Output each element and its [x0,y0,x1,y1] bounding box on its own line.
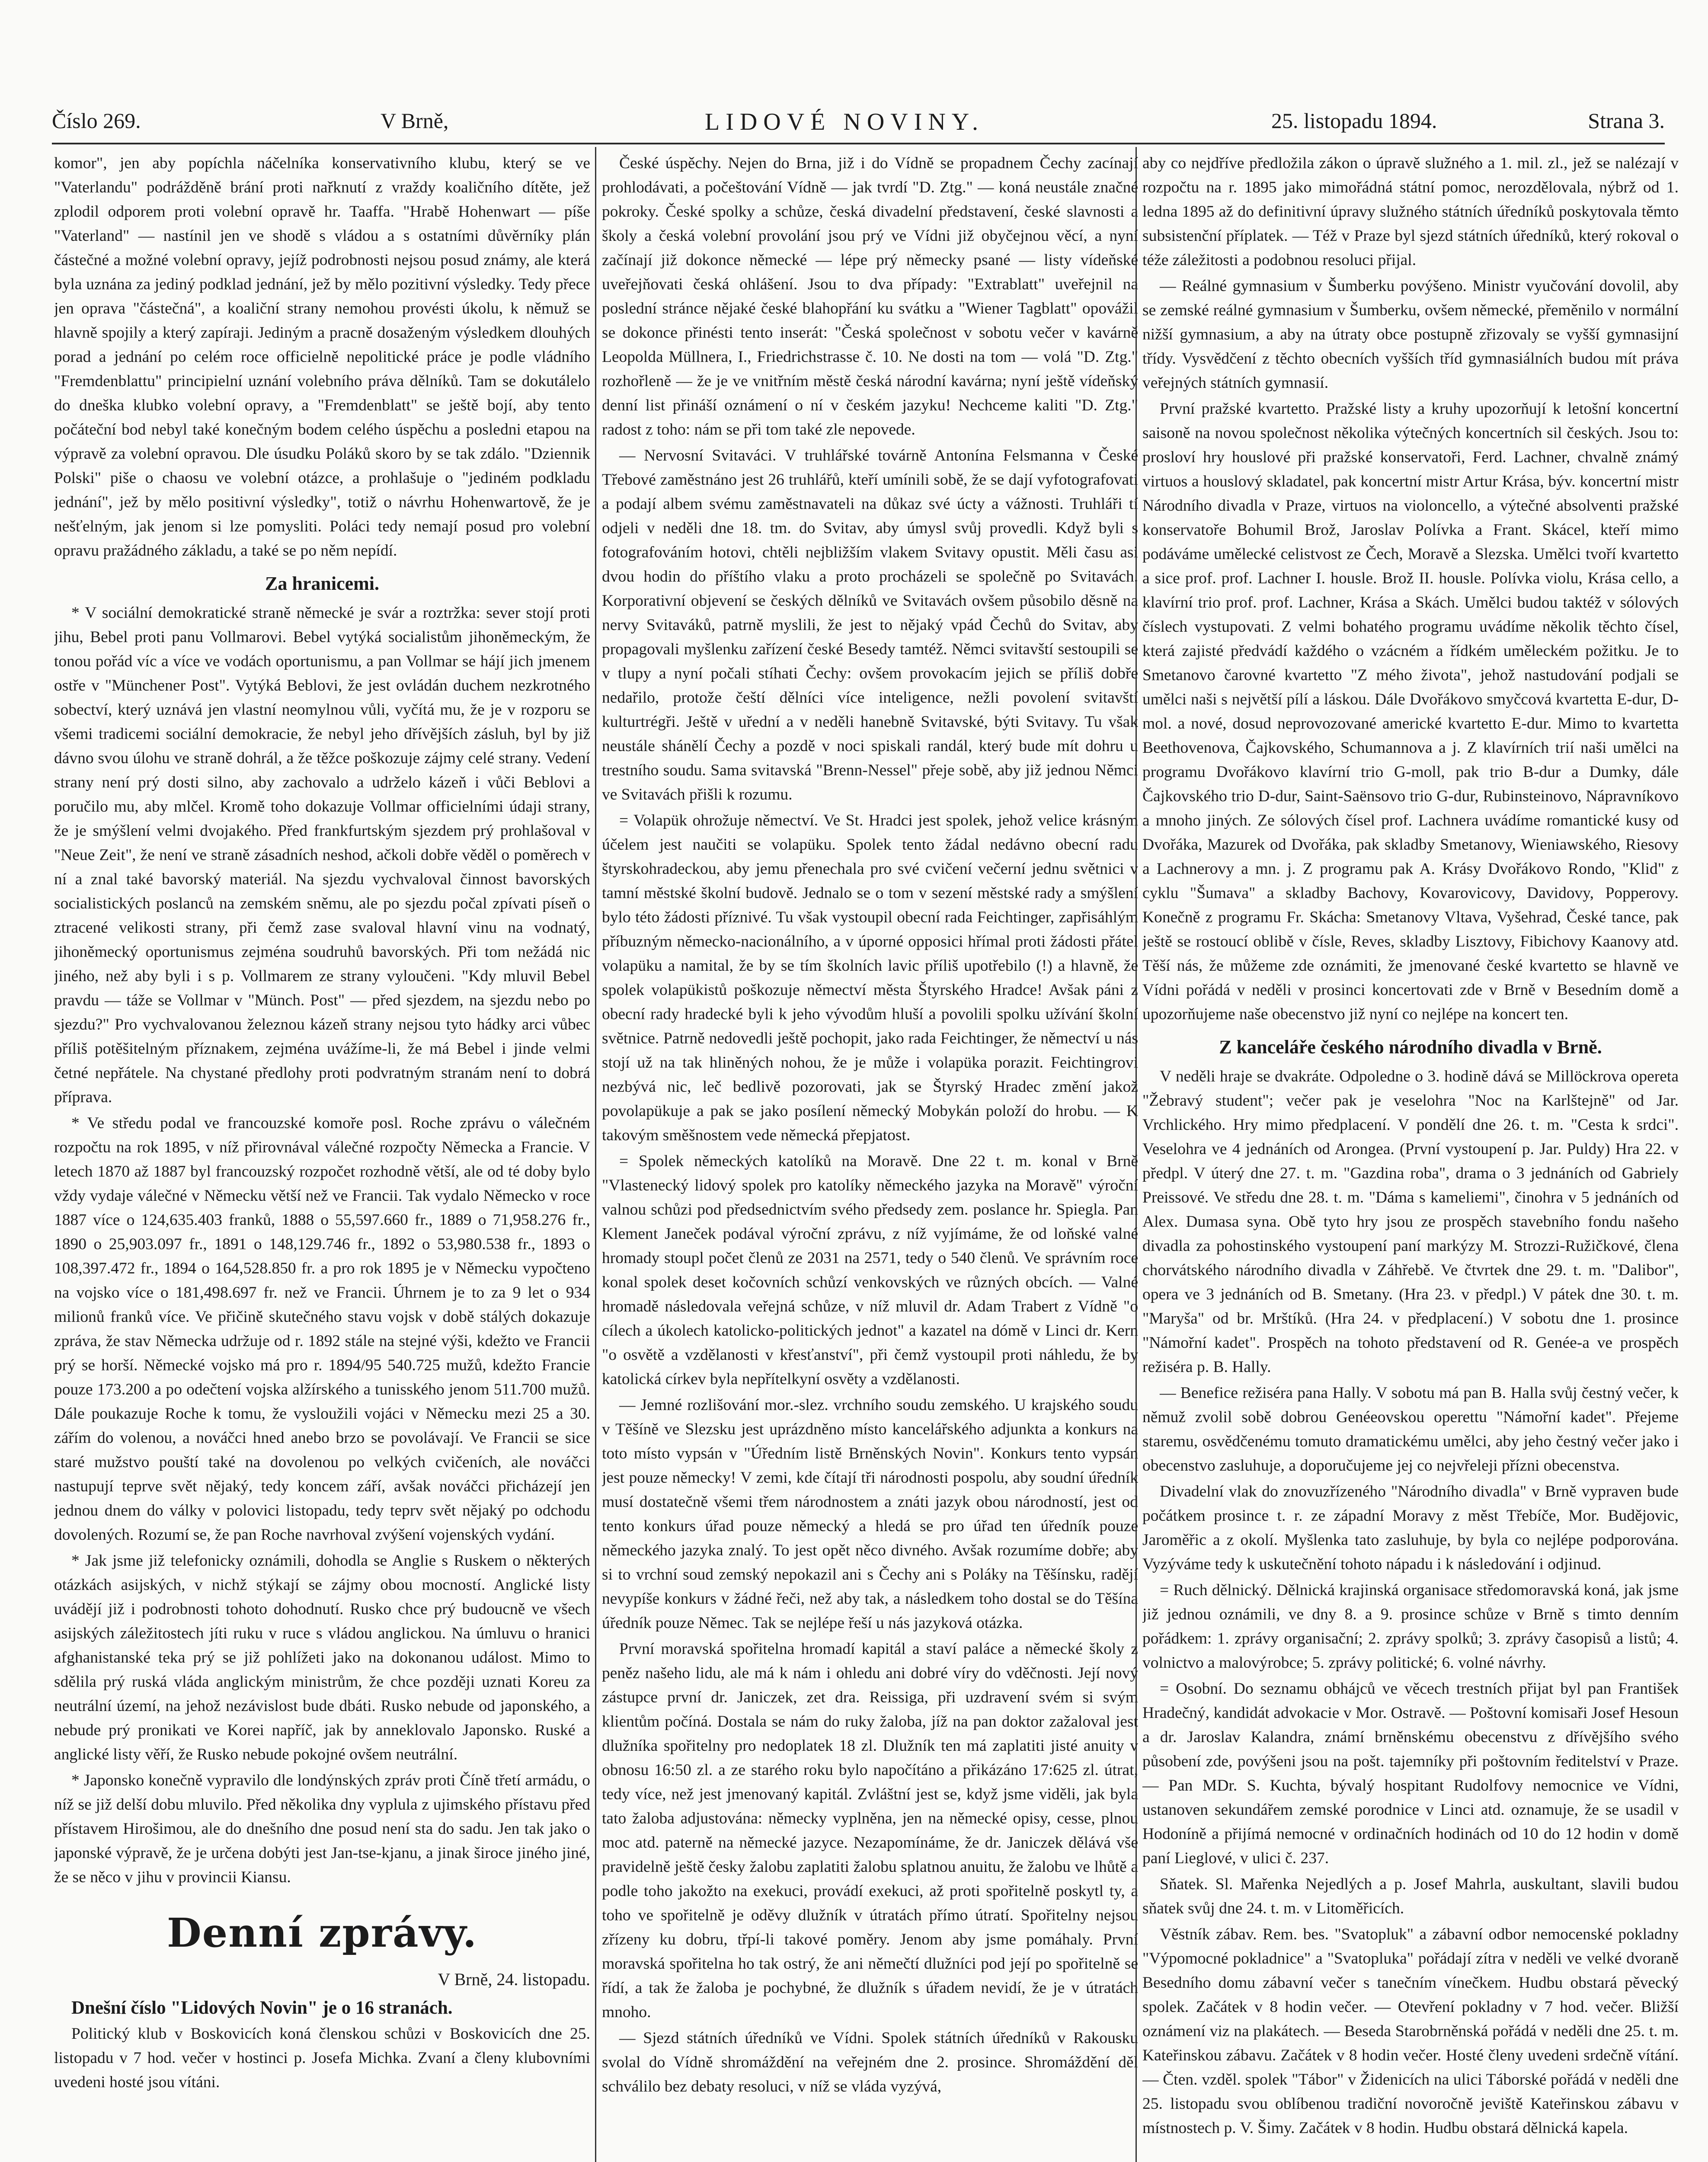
column-2 [602,151,1138,2162]
masthead-rule [52,143,1665,144]
place: V Brně, [381,109,449,133]
article-political-club: Politický klub v Boskovicích koná členskou schůzi v Boskovicích dne 25. listopadu v 7 hod. večer v hostinci p. Josefa Michka. Zvaní a členy klubovními uvedeni hosté jsou vítáni. [54,2025,590,2091]
column-3 [1142,151,1679,2162]
section-heading-theatre: Z kanceláře českého národního divadla v Brně. [1219,1036,1602,1058]
daily-dateline: V Brně, 24. listopadu. [438,1970,590,1989]
article-high-court: — Jemné rozlišování mor.-slez. vrchního soudu zemského. U krajského soudu v Těšíně ve Slezsku jest uprázdněno místo kancelářského adjunkta a konkurs na toto místo vypsán v "Úředním listě Brněnských Novin". Konkurs tento vypsán jest pouze německy! V zemi, kde čítají tři národnosti pospolu, aby soudní úředník musí dostatečně všemi třem národnostem a znáti jazyk obou národností, jest od tento konkurs úřad pouze německý a hledá se pro úřad ten úředník pouze německého jazyka znalý. To jest opět něco divného. Avšak rozumíme dobře; aby si to vrchní soud zemský nepokazil ani s Čechy ani s Poláky na Těšínsku, radějí nevypíše konkurs v žádné řeči, než aby tak, a následkem toho dostal se do Těšína úředník pouze Němec. Tak se nejlépe řeší u nás jazyková otázka. [602,1396,1138,1632]
issue-pages-notice: Dnešní číslo "Lidových Novin" je o 16 stranách. [71,1998,453,2018]
issue-date: 25. listopadu 1894. [1271,109,1437,133]
article-theatre-program: V neděli hraje se dvakráte. Odpoledne o 3. hodině dává se Millöckrova opereta "Žebravý student"; večer pak je veselohra "Noc na Karlštejně" od Jar. Vrchlického. Hry mimo předplacení. V pondělí dne 26. t. m. "Cesta k srdci". Veselohra ve 4 jednáních od Arongea. (První vystoupení p. Jar. Puldy) Hra 22. v předpl. V úterý dne 27. t. m. "Gazdina roba", drama o 3 jednáních od Gabriely Preissové. Ve středu dne 28. t. m. "Dáma s kameliemi", činohra v 5 jednáních od Alex. Dumasa syna. Obě tyto hry jsou ze prospěch stavebního fondu našeho divadla za pohostinského vystoupení paní markýzy M. Strozzi-Ružičkové, člena chorvátského národního divadla v Záhřebě. Ve čtvrtek dne 29. t. m. "Dalibor", opera ve 3 jednáních od B. Smetany. (Hra 23. v předpl.) V pátek dne 30. t. m. "Maryša" od br. Mrštíků. (Hra 24. v předplacení.) V sobotu dne 1. prosince "Námořní kadet". Prospěch na tohoto představení od R. Genée-a ve prospěch režiséra p. B. Hally. [1142,1068,1679,1376]
article-officials-cont: aby co nejdříve předložila zákon o úpravě služného a 1. mil. zl., jež se nalézají v rozpočtu na r. 1895 jako mimořádná státní pomoc, nerozdělovala, nýbrž od 1. ledna 1895 až do definitivní úpravy služného státních úředníků poskytovala těmto subsistenční příplatek. — Též v Praze byl sjezd státních úředníků, který rokoval o téže záležitosti a podobnou resoluci přijal. [1142,154,1679,269]
article-officials-congress: — Sjezd státních úředníků ve Vídni. Spolek státních úředníků v Rakousku svolal do Vídně shromáždění na veřejném dne 2. prosince. Shromáždění děl schválilo bez debaty resoluci, v níž se vláda vyzývá, [602,2029,1138,2095]
newspaper-title: LIDOVÉ NOVINY. [705,109,985,135]
article-czech-successes: České úspěchy. Nejen do Brna, již i do Vídně se propadnem Čechy zacínají prohlodávati, a počeštování Vídně — jak tvrdí "D. Ztg." — koná neustále značné pokroky. České spolky a schůze, česká divadelní představení, české slavnosti a školy a česká volební provolání jsou prý ve Vídni již obyčejnou věcí, a nyní začínají již dokonce německé — lépe prý německy psané — listy vídeňské uveřejňovati česká ohlášení. Jsou to dva případy: "Extrablatt" uveřejnil na poslední stránce nějaké české blahopřání ku svátku a "Wiener Tagblatt" opovážil se dokonce přinésti tento inserát: "Česká společnost v sobotu večer v kavárně Leopolda Müllnera, I., Friedrichstrasse č. 10. Ne dosti na tom — volá "D. Ztg." rozhořleně — že je ve vnitřním městě česká národní kavárna; nyní ještě vídeňský denní list přináší oznámení o ní v českém jazyku! Nechceme kaliti "D. Ztg." radost z toho: nám se při tom také zle nepovede. [602,154,1138,438]
article-volapuk: = Volapük ohrožuje němectví. Ve St. Hradci jest spolek, jehož velice krásným účelem jest naučiti se volapüku. Spolek tento žádal nedávno obecní radu štyrskohradeckou, aby jemu přenechala pro své cvičení večerní jednu světnici v tamní městské školní budově. Jednalo se o tom v sezení městské rady a smýšlení bylo této žádosti příznivé. Tu však vystoupil obecní rada Feichtinger, zapřisáhlým příbuzným německo-nacionálního, a v úporné opposici hřímal proti žádosti přátel volapüku a namital, že by se tím školních lavic příliš upotřebilo (!) a hlavně, že spolek volapükistů poškozuje němectví města Štyrského Hradce! Avšak páni z obecní rady hradecké byli k jeho vývodům hluší a povolili spolku užívání školní světnice. Patrně nedovedli ještě pochopit, jako rada Feichtinger, že němectví u nás stojí už na tak hliněných nohou, že je může i volapüka porazit. Feichtingrovi nezbývá nic, leč bedlivě pozorovati, jak se Štyrský Hradec změní jakož povolapükuje a pak se jako posílení německý Mobykán položí do hrobu. — K takovým směšnostem vede německá přepjatost. [602,812,1138,1144]
article-wedding: Sňatek. Sl. Mařenka Nejedlých a p. Josef Mahrla, auskultant, slavili budou sňatek svůj dne 24. t. m. v Litoměřicích. [1142,1875,1679,1917]
article-england-russia: * Jak jsme již telefonicky oznámili, dohodla se Anglie s Ruskem o některých otázkách asijských, v nichž stýkají se zájmy obou mocností. Anglické listy uvádějí již i podrobnosti tohoto dohodnutí. Rusko chce prý budoucně ve všech asijských záležitostech jíti ruku v ruce s vládou anglickou. Na úmluvu o hranici afghanistanské teka prý se již pohlížeti jako na dokonanou událost. Mimo to sdělila prý ruská vláda anglickým ministrům, že chce později uznati Koreu za neutrální území, na jehož nezávislost bude dbáti. Rusko nebude od japonského, a nebude prý pronikati ve Korei napříč, jak by anneklovalo Japonsko. Ruské a anglické listy věří, že Rusko nebude pokojné ovšem neutrální. [54,1552,590,1763]
column-divider-1 [595,147,596,2162]
article-svitavy: — Nervosní Svitaváci. V truhlářské továrně Antonína Felsmanna v České Třebové zaměstnáno jest 26 truhlářů, kteří umínili sobě, že se dají vyfotografovati a podají albem svému zaměstnavateli na důkaz své úcty a vážnosti. Truhláři tí odjeli v neděli dne 18. tm. do Svitav, aby úmysl svůj provedli. Když byli s fotografováním hotovi, chtěli nejbližším vlakem Svitavy opustit. Měli času asi dvou hodin do příštího vlaku a proto procházeli se společně po Svitavách. Korporativní objevení se českých dělníků ve Svitavách ovšem působilo děsně na nervy Svitaváků, patrně myslili, že jest to nějaký vpád Čechů do Svitav, aby propagovali myšlenku zařízení české Besedy tamtéž. Němci svitavští sestoupili se v tlupy a nyní počali stíhati Čechy: ovšem provokacím jejich se příliš dobře nedařilo, protože čeští dělníci více inteligence, nežli povolení svitavští kulturtrégři. Ještě v uřední a v neděli hanebně Svitavské, býti Svitavy. Tu však neustále shánělí Čechy a pozdě v noci spiskali randál, který bude mít dohru u trestního soudu. Sama svitavská "Brenn-Nessel" přeje sobě, aby již jednou Němci ve Svitavách přišli k rozumu. [602,447,1138,803]
article-theatre-train: Divadelní vlak do znovuzřízeného "Národního divadla" v Brně vypraven bude počátkem prosince t. r. ze západní Moravy z měst Třebíče, Mor. Budějovic, Jaroměřic a z okolí. Myšlenka tato zasluhuje, by byla co nejlépe podporována. Vyzýváme tedy k uskutečnění tohoto nápadu i k následování i odjinud. [1142,1483,1679,1573]
article-prague-quartet: První pražské kvartetto. Pražské listy a kruhy upozorňují k letošní koncertní saisoně na novou společnost několika výtečných koncertních sil českých. Jsou to: prosloví hry houslové při pražské konservatoři, Ferd. Lachner, chvalně známý virtuos a houslový skladatel, pak koncertní mistr Artur Krása, býv. koncertní mistr Národního divadla v Praze, virtuos na violoncello, a výtečné absolventi pražské konservatoře Bohumil Brož, Jaroslav Polívka a Frant. Skácel, kteří mimo podáváme umělecké celistvost ze Čech, Moravě a Slezska. Umělci tvoří kvartetto a sice prof. prof. Lachner I. housle. Brož II. housle. Polívka violu, Krása cello, a klavírní trio prof. prof. Lachner, Krása a Skách. Umělci budou taktéž v sólových číslech vystupovati. Z velmi bohatého programu uvádíme několik těchto čísel, která zajisté předvádí každého o vzácném a řídkém uměleckém požitku. Je to Smetanovo čarovné kvartetto "Z mého života", jehož nastudování podjali se umělci naši s největší pílí a láskou. Dále Dvořákovo smyčcová kvartetta E-dur, D-mol. a nové, dosud neprovozované americké kvartetto E-dur. Mimo to kvartetta Beethovenova, Čajkovského, Schumannova a j. Z klavírních trií naši umělci na programu Dvořákovo klavírní trio G-moll, pak trio B-dur a Dumky, dále Čajkovského trio D-dur, Saint-Saënsovo trio G-dur, Rubinsteinovo, Nápravníkovo a mnoho jiných. Ze sólových čísel prof. Lachnera uvádíme romantické kusy od Dvořáka, Mazurek od Dvořáka, pak skladby Smetanovy, Wieniawského, Riesovy a Lachnerovy a mn. j. Z programu pak A. Krásy Dvořákovo Rondo, "Klid" z cyklu "Šumava" a skladby Bachovy, Kovarovicovy, Davidovy, Popperovy. Konečně z programu Fr. Skácha: Smetanovy Vltava, Vyšehrad, České tance, pak ještě se rostoucí oblibě v čísle, Reves, skladby Lisztovy, Fibichovy Kaanovy atd. Těší nás, že můžeme zde oznámiti, že jmenované české kvartetto se hlavně ve Vídni pořádá v neděli v prosinci koncertovati zde v Brně v Besedním domě a upozorňujeme naše obecenstvo již nyní co nejlépe na koncert ten. [1142,400,1679,1023]
article-volebni-oprava: komor", jen aby popíchla náčelníka konservativního klubu, který se ve "Vaterlandu" podrážděně brání proti nařknutí z vraždy koaličního dítěte, jež zplodil odporem proti volební opravě hr. Taaffa. "Hrabě Hohenwart — píše "Vaterland" — nastínil jen ve shodě s vládou a s ostatními důvěrníky plán částečné a možné volební opravy, jejíž podrobnosti nejsou posud známy, ale která byla uznána za jediný podklad jednání, jež by mělo pozitivní výsledky. Tedy přece jen oprava "částečná", a koaliční strany nemohou provésti úkolu, k němuž se hlavně spojily a který zapíraji. Jediným a pracně dosaženým výsledkem dlouhých porad a jednání po celém roce officielně nepolitické práce je podle vládního "Fremdenblattu" principielní uznání volebního práva dělníků. Tam se dokutálelo do dneška klubko volební opravy, a "Fremdenblatt" se ještě bojí, aby tento počáteční bod nebyl také konečným bodem celého úspěchu a posledni etapou na výpravě za volební opravou. Dle úsudku Poláků skoro by se tak zdálo. "Dziennik Polski" piše o chaosu ve volební otázce, a prohlašuje o "jediném podkladu jednání", jež by mělo positivní výsledky", totiž o návrhu Hohenwartově, že je nešťelným, jak jenom si lze pomysliti. Poláci tedy nemají posud pro volební opravu pražádného základu, a také se po něm nepídí. [54,154,590,560]
article-catholic-society: = Spolek německých katolíků na Moravě. Dne 22 t. m. konal v Brně "Vlastenecký lidový spolek pro katolíky německého jazyka na Moravě" výroční valnou schůzi pod předsednictvím svého předsedy zem. poslance hr. Spiegla. Pan Klement Janeček podával výroční zprávu, z níž vyjímáme, že od loňské valné hromady stoupl počet členů ze 2031 na 2571, tedy o 540 členů. Ve správním roce konal spolek deset kočovních schůzí venkovských ve různých obcích. — Valné hromadě následovala veřejná schůze, v níž mluvil dr. Adam Trabert z Vídně "o cílech a úkolech katolicko-politických jednot" a kazatel na dómě v Linci dr. Kern "o osvětě a vzdělanosti v křesťanství", při čemž vystoupil proti náhledu, že by katolická církev byla nepřítelkyní osvěty a vzdělanosti. [602,1152,1138,1388]
page-number: Strana 3. [1588,109,1665,133]
section-heading-daily-news: Denní zprávy. [166,1909,478,1956]
article-benefit: — Benefice režiséra pana Hally. V sobotu má pan B. Halla svůj čestný večer, k němuž zvolil sobě dobrou Genéeovskou operettu "Námořní kadet". Přejeme staremu, osvědčenému tomuto dramatickému umělci, aby jeho čestný večer jako i obecenstvo zasluhuje, a doporučujeme jej co nejvřeleji přízni obecenstva. [1142,1384,1679,1474]
article-social-democracy: * V sociální demokratické straně německé je svár a roztržka: sever stojí proti jihu, Bebel proti panu Vollmarovi. Bebel vytýká socialistům jihoněmeckým, že tonou pořád víc a více ve vodách oportunismu, a pan Vollmar se hájí jich jmenem ostře v "Münchener Post". Vytýká Beblovi, že jest ovládán duchem nezkrotného sobectví, který uznává jen vlastní neomylnou vůli, vyčítá mu, že je v rozporu se všemi tradicemi sociální demokracie, že nebyl jeho dřívějších zásluh, byl by již dávno svou úlohu ve straně dohrál, a že těžce poškozuje zájmy celé strany. Vedení strany není prý dosti silno, aby zachovalo a udrželo kázeň i vůči Beblovi a poručilo mu, aby mlčel. Kromě toho dokazuje Vollmar officielními údaji strany, že je smýšlení velmi dvojakého. Před frankfurtským sjezdem prý prohlašoval v "Neue Zeit", že není ve straně zásadních neshod, ačkoli dobře věděl o poměrech v ní a znal také bavorský materiál. Na sjezdu vychvaloval činnost bavorských socialistických poslanců na zemském sněmu, ale po sjezdu počal zpívati píseň o ztracené velikosti strany, při čemž zase svaloval hlavní vinu na vodnatý, jihoněmecký oportunismus zejména soudruhů bavorských. Při tom nežádá nic jiného, než aby byli i s p. Vollmarem ze strany vyloučeni. "Kdy mluvil Bebel pravdu — táže se Vollmar v "Münch. Post" — před sjezdem, na sjezdu nebo po sjezdu?" Pro vychvalovanou železnou kázeň strany nejsou tyto hádky arci vůbec příliš potěšitelným příznakem, zejména uvážíme-li, že má Bebel i jinde velmi četné nepřátele. Na chystané předlohy proti podvratným stranám není to dobrá příprava. [54,604,590,1106]
article-gymnasium: — Reálné gymnasium v Šumberku povýšeno. Ministr vyučování dovolil, aby se zemské reálné gymnasium v Šumberku, ovšem německé, přeměnilo v normální nižší gymnasium, a aby na útraty obce postupně zřizovaly se vyšší gymnasijní třídy. Vysvědčení z těchto obecních vyšších tříd gymnasiálních budou mít práva veřejných státních gymnasií. [1142,277,1679,392]
article-personal: = Osobní. Do seznamu obhájců ve věcech trestních přijat byl pan František Hradečný, kandidát advokacie v Mor. Ostravě. — Poštovní komisaři Josef Hesoun a dr. Jaroslav Kalandra, známí brněnskému obecenstvu z dřívějšího svého působení zde, povýšeni jsou na pošt. tajemníky při poštovním ředitelství v Praze. — Pan MDr. S. Kuchta, bývalý hospitant Rudolfovy nemocnice ve Vídni, ustanoven sekundářem zemské porodnice v Linci atd. oznamuje, že se usadil v Hodoníně a přijímá nemocné v ordinačních hodinách od 10 do 12 hodin v domě paní Lieglové, v ulici č. 237. [1142,1680,1679,1867]
article-japan: * Japonsko konečně vypravilo dle londýnských zpráv proti Číně třetí armádu, o níž se již delší dobu mluvilo. Před několika dny vyplula z ujimského přístavu před přístavem Hirošimou, ale do dnešního dne posud není sta do sadu. Jen tak jako o japonské výpravě, že je určena dobýti jest Jan-tse-kjanu, a jinak široce jiného jiné, že se něco v jihu v provincii Kiansu. [54,1772,590,1886]
section-heading-abroad: Za hranicemi. [265,573,379,594]
article-entertainment: Věstník zábav. Rem. bes. "Svatopluk" a zábavní odbor nemocenské pokladny "Výpomocné pokladnice" a "Svatopluka" pořádají zítra v neděli ve velké dvoraně Besedního domu zábavní večer s tanečním vínečkem. Hudbu obstará pěvecký spolek. Začátek v 8 hodin večer. — Otevření pokladny v 7 hod. večer. Bližší oznámení viz na plakátech. — Beseda Starobrněnská pořádá v neděli dne 25. t. m. Kateřinskou zábavu. Začátek v 8 hodin večer. Hosté členy uvedeni srdečně vítání. — Čten. vzděl. spolek "Tábor" v Židenicích na ulici Táborské pořádá v neděli dne 25. listopadu svou oblíbenou tradiční novoročně jeviště Kateřinskou zábavu v místnostech p. V. Šimy. Začátek v 8 hodin. Hudbu obstará dělnická kapela. [1142,1925,1679,2137]
issue-number: Číslo 269. [52,109,141,133]
article-workers: = Ruch dělnický. Dělnická krajinská organisace středomoravská koná, jak jsme již jednou oznámili, ve dny 8. a 9. prosince schůze v Brně s timto denním pořádkem: 1. zprávy organisační; 2. zprávy spolků; 3. zprávy časopisů a listů; 4. volnictvo a malovýrobce; 5. zprávy politické; 6. volné návrhy. [1142,1581,1679,1672]
article-savings-bank: První moravská spořitelna hromadí kapitál a staví paláce a německé školy z peněz našeho lidu, ale má k nám i ohledu ani dobré víry do vděčnosti. Její nový zástupce první dr. Janiczek, zet dra. Reissiga, při uzdravení svém si svým klientům počíná. Dostala se nám do ruky žaloba, jíž na pan doktor zažaloval jest dlužníka spořitelny pro nedoplatek 18 zl. Dlužník ten má zaplatiti jisté anuity v obnosu 16:50 zl. a ze starého roku bylo napočítáno a přikázáno 17:625 zl. útrat, tedy více, než jest jmenovaný kapitál. Zvláštní jest se, když jsme viděli, jak byla tato žaloba adjustována: německy vyplněna, jen na německé opisy, cesse, plnou moc atd. paterně na německé jazyce. Nezapomínáme, že dr. Janiczek dělává vše pravidelně ještě česky žalobu zaplatiti žalobu splatnou anuitu, že žalobu ve lhůtě a podle toho jakožto na exekuci, provádí exekuci, až proti spořitelně poskytl ty, a toho ve spořitelně je oděvy dlužník v útratách přímo útratí. Spořitelny nejsou zřízeny ku dobru, třpí-li takové poměry. Jenom aby jsme pomáhaly. První moravská spořitelna ho tak ostrý, že ani němečtí dlužníci pod její po spořitelně se řídí, a tak že žaloba je pochybné, že dlužník s úřadem nevidí, že je v útratách mnoho. [602,1640,1138,2021]
column-1 [54,151,590,2162]
masthead [52,108,1665,143]
article-french-budget: * Ve středu podal ve francouzské komoře posl. Roche zprávu o válečném rozpočtu na rok 1895, v níž přirovnával válečné rozpočty Německa a Francie. V letech 1870 až 1887 byl francouzský rozpočet rozhodně větší, ale od té doby bylo vždy vydaje válečné v Německu větší než ve Francii. Tak vydalo Německo v roce 1887 více o 124,635.403 franků, 1888 o 55,597.660 fr., 1889 o 71,958.276 fr., 1890 o 25,903.097 fr., 1891 o 148,129.746 fr., 1892 o 53,980.538 fr., 1893 o 108,397.472 fr., 1894 o 164,528.850 fr. a pro rok 1895 je v Německu vypočteno na vojsko více o 181,498.697 fr. než ve Francii. Úhrnem je to za 9 let o 934 milionů franků více. Ve přičině skutečného stavu vojsk v době stálých dokazuje zpráva, že stav Německa udržuje od r. 1892 stále na stejné výši, kdežto ve Francii prý se horší. Německé vojsko má pro r. 1894/95 540.725 mužů, kdežto Francie pouze 173.200 a po odečtení vojska alžírského a tunisského jenom 511.700 mužů. Dále poukazuje Roche k tomu, že vysloužili vojáci v Německu mezi 25 a 30. zářím do volenou, a nováčci hned anebo brzo se povolávají. Ve Francii se sice staré mužstvo pouští také na dovolenou po velkých cvičeních, ale nováčci nastupují teprve svět nějaký, tedy koncem září, avšak nováčci přicházejí jen jednou dnem do války v polovici listopadu, tedy teprv svět nějaký po odchodu dovolených. Rozumí se, že pan Roche navrhoval zvýšení vojenských vydání. [54,1114,590,1544]
